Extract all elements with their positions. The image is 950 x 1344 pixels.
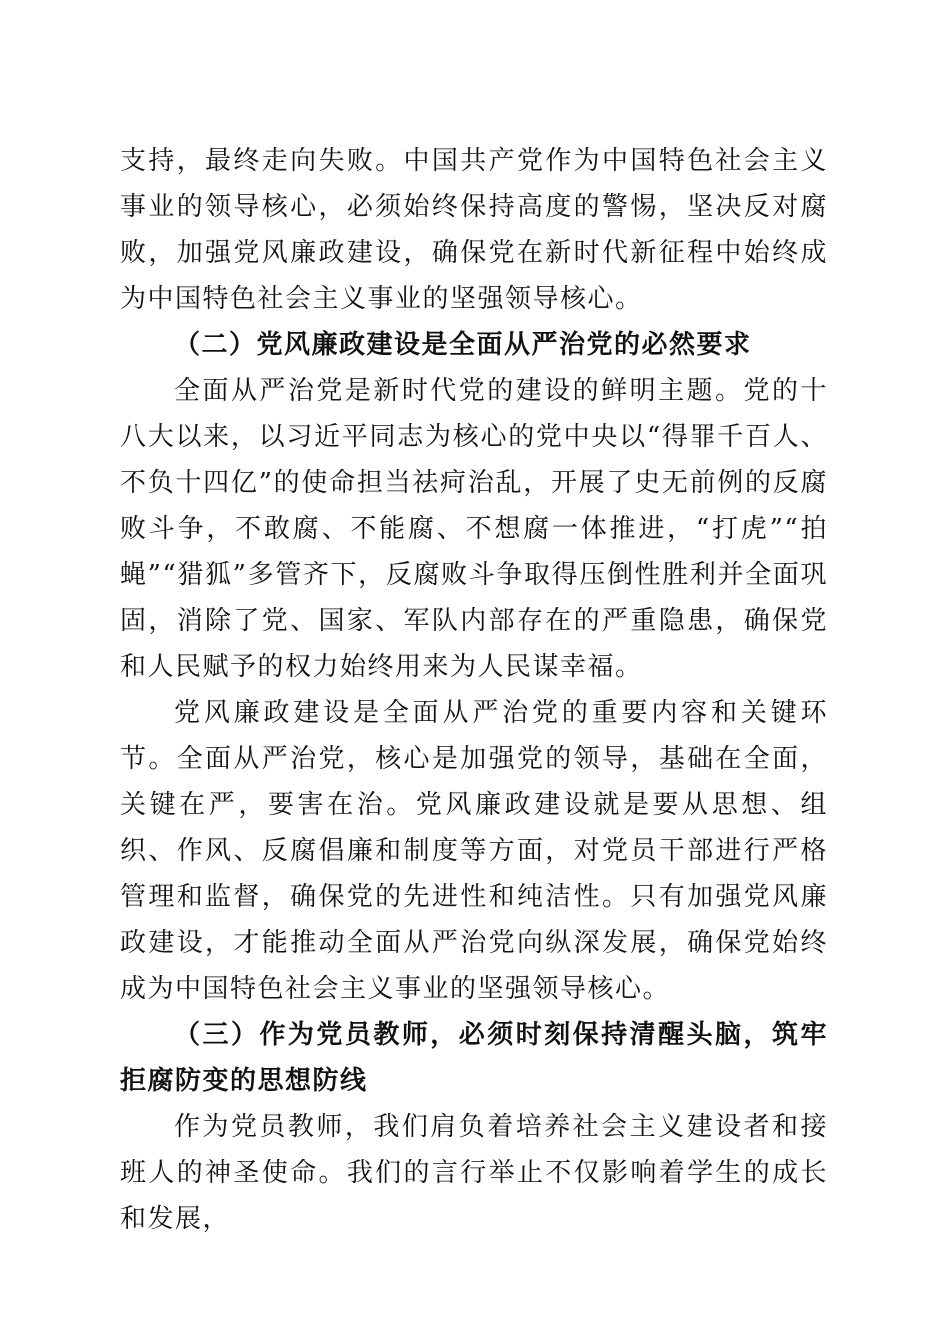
document-page — [120, 138, 828, 1242]
section-heading-3: （三）作为党员教师，必须时刻保持清醒头脑，筑牢拒腐防变的思想防线 — [120, 1020, 828, 1096]
paragraph-continuation: 支持，最终走向失败。中国共产党作为中国特色社会主义事业的领导核心，必须始终保持高度的警惕，坚决反对腐败，加强党风廉政建设，确保党在新时代新征程中始终成为中国特色社会主义事业的坚强领导核心。 — [120, 146, 828, 314]
paragraph-party-teacher: 作为党员教师，我们肩负着培养社会主义建设者和接班人的神圣使命。我们的言行举止不仅影响着学生的成长和发展， — [120, 1112, 828, 1234]
section-heading-2: （二）党风廉政建设是全面从严治党的必然要求 — [174, 330, 752, 360]
paragraph-integrity-building: 党风廉政建设是全面从严治党的重要内容和关键环节。全面从严治党，核心是加强党的领导，基础在全面，关键在严，要害在治。党风廉政建设就是要从思想、组织、作风、反腐倡廉和制度等方面，对党员干部进行严格管理和监督，确保党的先进性和纯洁性。只有加强党风廉政建设，才能推动全面从严治党向纵深发展，确保党始终成为中国特色社会主义事业的坚强领导核心。 — [120, 698, 828, 1004]
paragraph-strict-governance: 全面从严治党是新时代党的建设的鲜明主题。党的十八大以来，以习近平同志为核心的党中央以“得罪千百人、不负十四亿”的使命担当祛疴治乱，开展了史无前例的反腐败斗争，不敢腐、不能腐、不想腐一体推进，“打虎”“拍蝇”“猎狐”多管齐下，反腐败斗争取得压倒性胜利并全面巩固，消除了党、国家、军队内部存在的严重隐患，确保党和人民赋予的权力始终用来为人民谋幸福。 — [120, 376, 828, 682]
